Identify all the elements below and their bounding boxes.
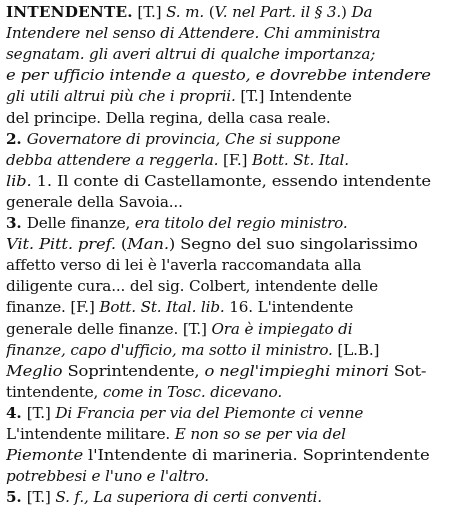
- entry-text: 2.: [6, 129, 27, 148]
- entry-text: Bott. St. Ital. lib.: [99, 298, 225, 317]
- entry-text: finanze. [F.]: [6, 298, 100, 317]
- entry-text: Governatore di provincia, Che si suppone: [26, 129, 341, 148]
- entry-text: generale delle finanze. [T.]: [6, 319, 212, 338]
- entry-text: Intendere nel senso di Attendere. Chi amministra: [6, 24, 381, 43]
- entry-text: l'Intendente di marineria. Soprintendente: [83, 446, 430, 465]
- entry-text: era titolo del regio ministro.: [134, 214, 348, 232]
- entry-text: debba attendere a reggerla.: [6, 150, 219, 169]
- entry-text: tintendente,: [6, 382, 103, 401]
- entry-text: e per ufficio intende a questo, e dovrebbe intendere: [6, 66, 431, 85]
- entry-text: [T.] Intendente: [235, 87, 352, 106]
- entry-text: Ora è impiegato di: [211, 319, 353, 338]
- entry-text: Soprintendente,: [62, 361, 205, 380]
- entry-text: finanze, capo d'ufficio, ma sotto il ministro.: [6, 340, 333, 359]
- entry-text: [L.B.]: [332, 340, 380, 359]
- entry-text: Man.: [127, 235, 169, 254]
- entry-text: E non so se per via del: [174, 425, 346, 443]
- entry-text: 1. Il conte di Castellamonte, essendo intendente: [31, 171, 431, 190]
- entry-text: (: [115, 235, 128, 254]
- entry-text: Da: [351, 3, 373, 21]
- entry-text: potrebbesi e l'uno e l'altro.: [6, 467, 209, 486]
- entry-text: ): [341, 3, 352, 21]
- entry-text: Bott. St. Ital.: [251, 150, 349, 169]
- entry-text: (: [204, 3, 215, 21]
- entry-text: S. f., La superiora di certi conventi.: [55, 488, 322, 507]
- entry-text: [F.]: [218, 150, 252, 169]
- entry-text: ) Segno del suo singolarissimo: [168, 235, 418, 254]
- entry-text: S. m.: [166, 3, 205, 21]
- entry-text: lib.: [6, 171, 32, 190]
- entry-text: 4.: [6, 403, 27, 422]
- entry-line: [6, 485, 322, 509]
- entry-text: generale della Savoia...: [6, 192, 183, 211]
- entry-text: gli utili altrui più che i proprii.: [6, 87, 236, 106]
- headword: INTENDENTE.: [6, 3, 133, 21]
- entry-text: [T.]: [26, 403, 56, 422]
- entry-text: 3.: [6, 214, 27, 232]
- entry-text: 5.: [6, 488, 27, 507]
- entry-text: [T.]: [132, 3, 167, 21]
- entry-text: 16. L'intendente: [224, 298, 354, 317]
- entry-text: Vit. Pitt. pref.: [6, 235, 116, 254]
- entry-text: V. nel Part. il § 3.: [214, 3, 342, 21]
- entry-text: Piemonte: [6, 446, 84, 465]
- entry-text: diligente cura... del sig. Colbert, intendente delle: [6, 277, 378, 296]
- entry-text: segnatam. gli averi altrui di qualche importanza;: [6, 45, 376, 64]
- entry-text: Sot-: [388, 361, 427, 380]
- entry-text: del principe. Della regina, della casa reale.: [6, 108, 331, 127]
- entry-text: L'intendente militare.: [6, 425, 175, 443]
- entry-text: o negl'impieghi minori: [204, 361, 389, 380]
- entry-text: Di Francia per via del Piemonte ci venne: [55, 403, 364, 422]
- entry-text: come in Tosc. dicevano.: [102, 382, 283, 401]
- dictionary-entry: [6, 0, 466, 509]
- entry-text: Delle finanze,: [26, 214, 135, 232]
- entry-text: [T.]: [26, 488, 56, 507]
- entry-text: Meglio: [6, 361, 63, 380]
- entry-text: affetto verso di lei è l'averla raccomandata alla: [6, 256, 362, 275]
